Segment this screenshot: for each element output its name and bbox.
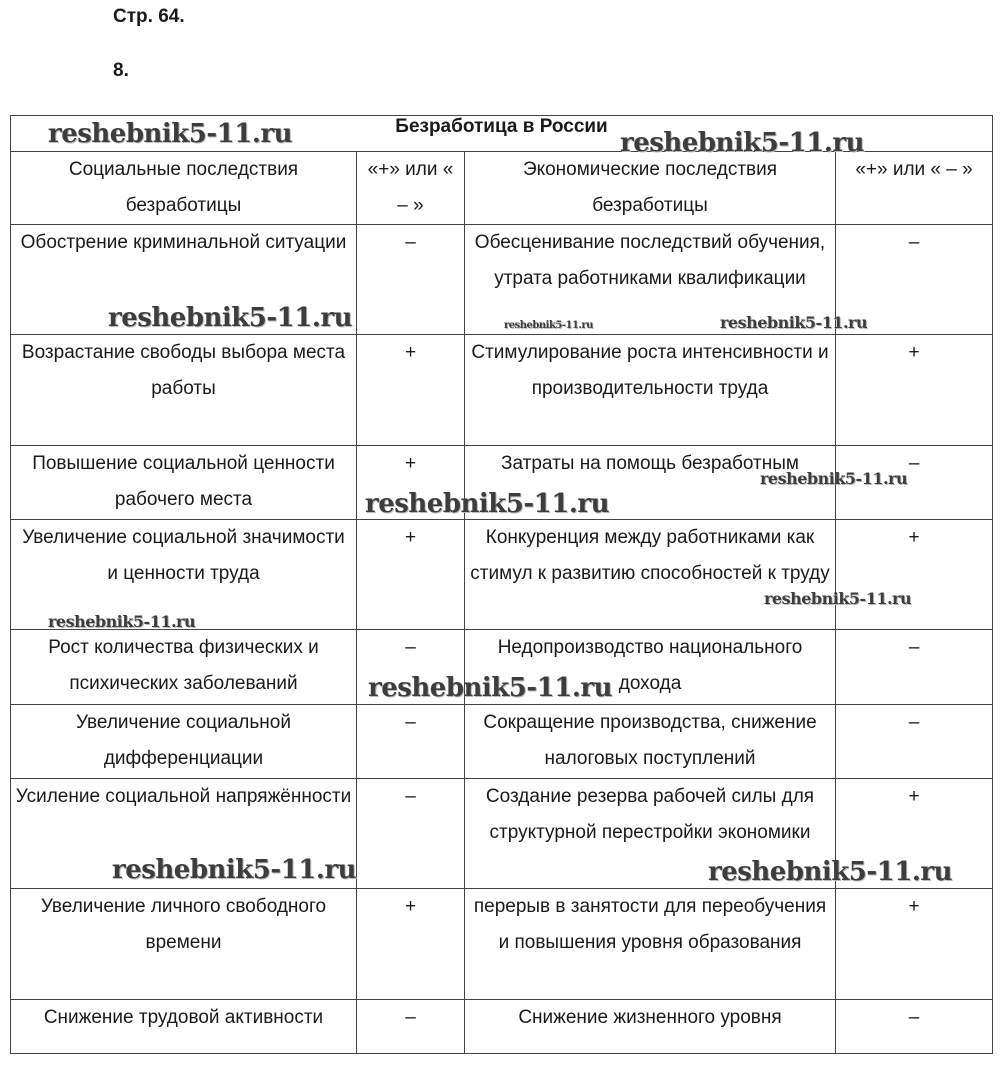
table-row xyxy=(11,335,993,446)
watermark: reshebnik5-11.ru xyxy=(108,303,353,333)
unemployment-table xyxy=(10,115,993,1054)
cell-economic: Создание резерва рабочей силы для структурной перестройки экономики xyxy=(465,779,836,889)
watermark: reshebnik5-11.ru xyxy=(48,119,293,149)
cell-economic-sign: + xyxy=(836,889,993,1000)
cell-social-sign: – xyxy=(357,705,465,779)
cell-economic-sign: – xyxy=(836,705,993,779)
watermark: reshebnik5-11.ru xyxy=(368,673,613,703)
watermark: reshebnik5-11.ru xyxy=(365,489,610,519)
cell-economic-sign: + xyxy=(836,520,993,630)
cell-economic: Стимулирование роста интенсивности и производительности труда xyxy=(465,335,836,446)
table-title-row xyxy=(11,116,993,152)
header-economic: Экономические последствия безработицы xyxy=(465,152,836,225)
cell-economic-sign: – xyxy=(836,225,993,335)
cell-economic: Обесценивание последствий обучения, утрата работниками квалификации xyxy=(465,225,836,335)
cell-social-sign: + xyxy=(357,335,465,446)
watermark: reshebnik5-11.ru xyxy=(620,128,865,158)
table-row xyxy=(11,1000,993,1054)
cell-social: Повышение социальной ценности рабочего места xyxy=(11,446,357,520)
cell-social: Снижение трудовой активности xyxy=(11,1000,357,1054)
cell-economic-sign: – xyxy=(836,446,993,520)
cell-economic-sign: + xyxy=(836,335,993,446)
cell-social-sign: + xyxy=(357,889,465,1000)
table-row xyxy=(11,705,993,779)
cell-economic-sign: – xyxy=(836,1000,993,1054)
task-number: 8. xyxy=(113,60,129,81)
cell-social: Увеличение личного свободного времени xyxy=(11,889,357,1000)
cell-social: Усиление социальной напряжённости xyxy=(11,779,357,889)
cell-social: Рост количества физических и психических заболеваний xyxy=(11,630,357,705)
table-body xyxy=(11,225,993,1054)
header-economic-sign: «+» или « – » xyxy=(836,152,993,225)
table-row xyxy=(11,446,993,520)
cell-social-sign: + xyxy=(357,520,465,630)
watermark: reshebnik5-11.ru xyxy=(764,589,912,608)
table-header-row xyxy=(11,152,993,225)
cell-social: Увеличение социальной значимости и ценности труда xyxy=(11,520,357,630)
cell-economic: Недопроизводство национального дохода xyxy=(465,630,836,705)
cell-economic: Затраты на помощь безработным xyxy=(465,446,836,520)
table-row xyxy=(11,779,993,889)
cell-economic: Снижение жизненного уровня xyxy=(465,1000,836,1054)
cell-social: Обострение криминальной ситуации xyxy=(11,225,357,335)
watermark: reshebnik5-11.ru xyxy=(112,855,357,885)
watermark: reshebnik5-11.ru xyxy=(504,320,593,331)
page-heading: Стр. 64. xyxy=(113,6,185,27)
table-row xyxy=(11,520,993,630)
watermark: reshebnik5-11.ru xyxy=(720,313,868,332)
header-social: Социальные последствия безработицы xyxy=(11,152,357,225)
cell-social-sign: + xyxy=(357,446,465,520)
watermark: reshebnik5-11.ru xyxy=(48,612,196,631)
cell-social: Возрастание свободы выбора места работы xyxy=(11,335,357,446)
cell-economic-sign: – xyxy=(836,630,993,705)
cell-social-sign: – xyxy=(357,779,465,889)
cell-social-sign: – xyxy=(357,630,465,705)
cell-social-sign: – xyxy=(357,225,465,335)
cell-social-sign: – xyxy=(357,1000,465,1054)
cell-economic: перерыв в занятости для переобучения и повышения уровня образования xyxy=(465,889,836,1000)
table-row xyxy=(11,630,993,705)
table-row xyxy=(11,225,993,335)
cell-economic-sign: + xyxy=(836,779,993,889)
header-social-sign: «+» или « – » xyxy=(357,152,465,225)
watermark: reshebnik5-11.ru xyxy=(708,857,953,887)
cell-economic: Сокращение производства, снижение налоговых поступлений xyxy=(465,705,836,779)
watermark: reshebnik5-11.ru xyxy=(760,469,908,488)
table-title: Безработица в России xyxy=(11,116,993,152)
cell-economic: Конкуренция между работниками как стимул к развитию способностей к труду xyxy=(465,520,836,630)
cell-social: Увеличение социальной дифференциации xyxy=(11,705,357,779)
table-row xyxy=(11,889,993,1000)
